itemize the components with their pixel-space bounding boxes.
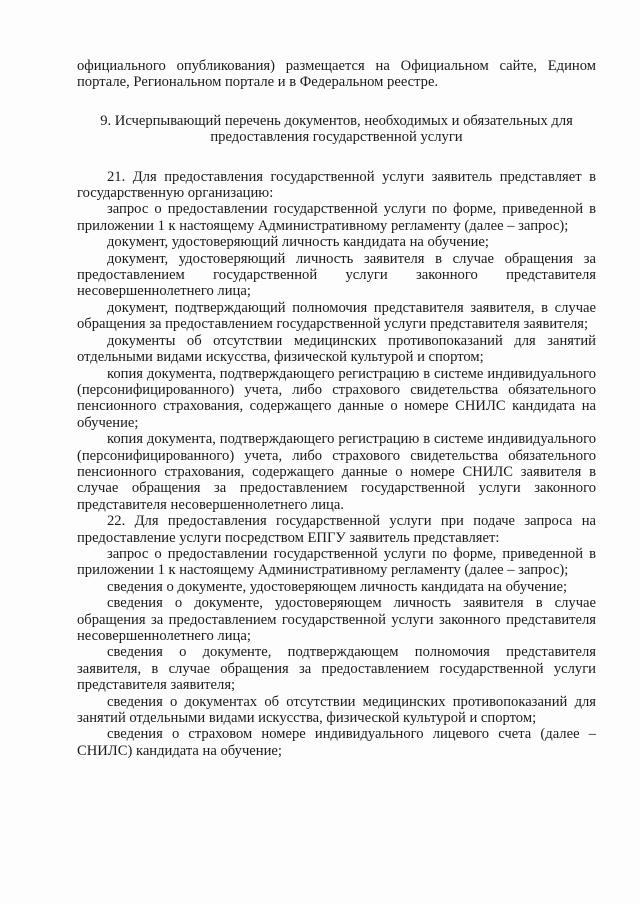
document-body <box>77 58 596 759</box>
list-item: документ, подтверждающий полномочия представителя заявителя, в случае обращения за предоставлением государственной услуги представителя заявителя; <box>77 299 596 333</box>
list-item: сведения о документе, подтверждающем полномочия представителя заявителя, в случае обращения за предоставлением государственной услуги представителя заявителя; <box>77 644 596 694</box>
list-item: сведения о страховом номере индивидуального лицевого счета (далее – СНИЛС) кандидата на обучение; <box>77 726 596 759</box>
list-item: сведения о документе, удостоверяющем личность кандидата на обучение; <box>107 578 568 595</box>
list-item: сведения о документе, удостоверяющем личность заявителя в случае обращения за предоставлением государственной услуги законного представителя несовершеннолетнего лица; <box>77 595 596 644</box>
list-item: запрос о предоставлении государственной услуги по форме, приведенной в приложении 1 к настоящему Административному регламенту (далее – запрос); <box>77 201 596 234</box>
paragraph-21: 21. Для предоставления государственной услуги заявитель представляет в государственную организацию: <box>77 168 596 202</box>
section-title: 9. Исчерпывающий перечень документов, необходимых и обязательных для предоставления государственной услуги <box>100 112 573 146</box>
paragraph-22: 22. Для предоставления государственной услуги при подаче запроса на предоставление услуги посредством ЕПГУ заявитель представляет: <box>77 513 596 546</box>
list-item: документ, удостоверяющий личность заявителя в случае обращения за предоставлением государственной услуги законного представителя несовершеннолетнего лица; <box>77 250 596 300</box>
list-item: сведения о документах об отсутствии медицинских противопоказаний для занятий отдельными видами искусства, физической культурой и спортом; <box>77 693 596 727</box>
list-item: документы об отсутствии медицинских противопоказаний для занятий отдельными видами искусства, физической культурой и спортом; <box>77 332 596 366</box>
list-item: копия документа, подтверждающего регистрацию в системе индивидуального (персонифицированного) учета, либо страхового свидетельства обязательного пенсионного страхования, содержащего данные о номере СНИЛС кандидата на обучение; <box>77 365 596 431</box>
list-item: запрос о предоставлении государственной услуги по форме, приведенной в приложении 1 к настоящему Административному регламенту (далее – запрос); <box>77 545 596 579</box>
intro-paragraph: официального опубликования) размещается на Официальном сайте, Едином портале, Региональном портале и в Федеральном реестре. <box>77 58 596 91</box>
list-item: документ, удостоверяющий личность кандидата на обучение; <box>107 234 489 251</box>
list-item: копия документа, подтверждающего регистрацию в системе индивидуального (персонифицированного) учета, либо страхового свидетельства обязательного пенсионного страхования, содержащего данные о номере СНИЛС заявителя в случае обращения за предоставлением государственной услуги законного представителя несовершеннолетнего лица. <box>77 431 596 513</box>
